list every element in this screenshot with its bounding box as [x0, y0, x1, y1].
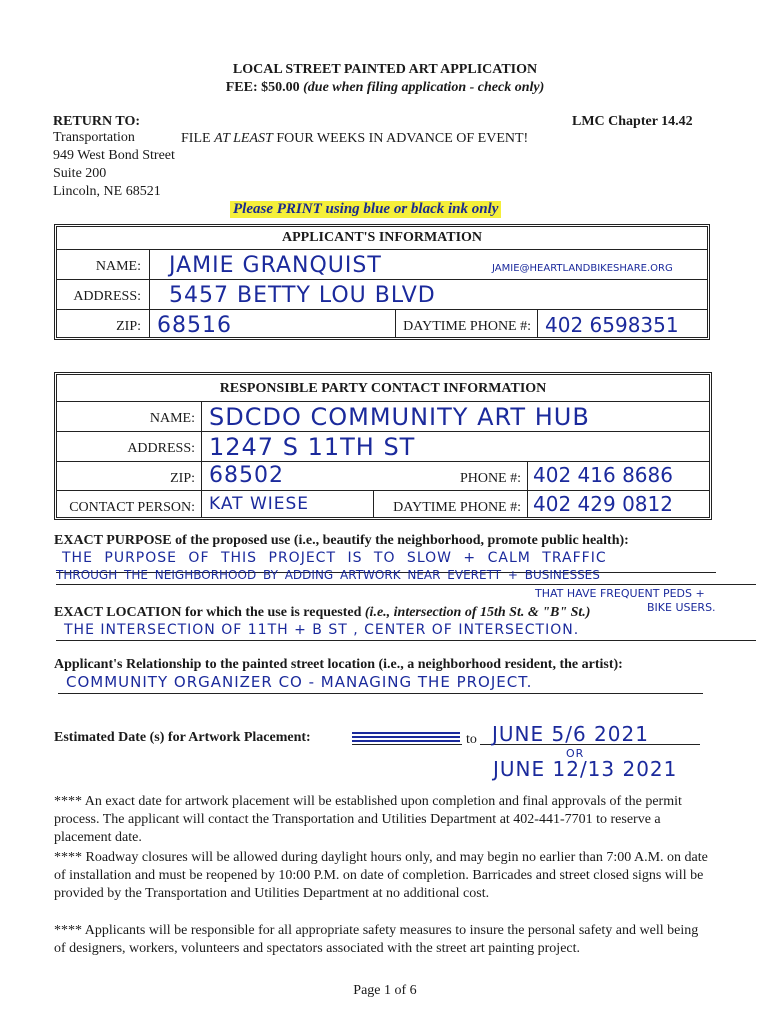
return-line-4: Lincoln, NE 68521: [53, 184, 161, 199]
responsible-zip-label: ZIP:: [170, 471, 195, 486]
responsible-heading: RESPONSIBLE PARTY CONTACT INFORMATION: [219, 381, 547, 396]
responsible-address-value[interactable]: 1247 S 11TH ST: [209, 433, 416, 461]
applicant-name-value[interactable]: JAMIE GRANQUIST: [169, 253, 382, 278]
return-line-3: Suite 200: [53, 166, 107, 181]
dates-to: to: [466, 732, 477, 747]
responsible-daytime-value[interactable]: 402 429 0812: [533, 492, 673, 516]
return-to-label: RETURN TO:: [53, 114, 141, 129]
applicant-phone-label: DAYTIME PHONE #:: [403, 319, 531, 334]
location-label-bold: EXACT LOCATION: [54, 605, 182, 620]
purpose-line-2[interactable]: THROUGH THE NEIGHBORHOOD BY ADDING ARTWORK NEAR EVERETT + BUSINESSES: [56, 568, 600, 582]
responsible-daytime-label: DAYTIME PHONE #:: [393, 500, 521, 515]
location-label: [54, 605, 590, 621]
purpose-label: [54, 533, 629, 549]
contact-person-value[interactable]: KAT WIESE: [209, 494, 310, 514]
deadline-pre: FILE: [181, 131, 215, 146]
responsible-phone-label: PHONE #:: [459, 471, 521, 486]
relationship-label: Applicant's Relationship to the painted street location (i.e., a neighborhood resident, the artist):: [54, 657, 623, 672]
note-safety: **** Applicants will be responsible for all appropriate safety measures to insure the personal safety and well being of designers, workers, volunteers and spectators associated with the street art painting project.: [54, 923, 699, 956]
purpose-label-bold: EXACT PURPOSE: [54, 533, 172, 548]
applicant-zip-label: ZIP:: [116, 319, 141, 334]
applicant-zip-value[interactable]: 68516: [157, 313, 232, 338]
print-notice: Please PRINT using blue or black ink only: [230, 201, 501, 218]
date-value-2[interactable]: JUNE 12/13 2021: [493, 757, 678, 781]
return-line-2: 949 West Bond Street: [53, 148, 175, 163]
location-label-rest: for which the use is requested: [181, 605, 365, 620]
purpose-label-rest: of the proposed use (i.e., beautify the neighborhood, promote public health):: [171, 533, 629, 548]
fee-amount: FEE: $50.00: [225, 80, 304, 95]
location-value[interactable]: THE INTERSECTION OF 11TH + B ST , CENTER OF INTERSECTION.: [64, 622, 580, 638]
chapter-reference: LMC Chapter 14.42: [572, 114, 693, 129]
contact-person-label: CONTACT PERSON:: [69, 500, 195, 515]
applicant-name-label: NAME:: [95, 259, 141, 274]
deadline-post: FOUR WEEKS IN ADVANCE OF EVENT!: [272, 131, 529, 146]
form-title: LOCAL STREET PAINTED ART APPLICATION: [232, 62, 538, 77]
date-value-1[interactable]: JUNE 5/6 2021: [492, 722, 649, 746]
responsible-section: [54, 372, 712, 520]
responsible-phone-value[interactable]: 402 416 8686: [533, 463, 673, 487]
fee-line: [0, 80, 770, 96]
deadline-emph: AT LEAST: [214, 131, 273, 146]
deadline-notice: [181, 131, 528, 147]
applicant-heading: APPLICANT'S INFORMATION: [281, 230, 483, 245]
return-line-1: Transportation: [53, 130, 135, 145]
dates-label: Estimated Date (s) for Artwork Placement:: [54, 730, 311, 745]
page-number: Page 1 of 6: [353, 983, 417, 998]
applicant-address-value[interactable]: 5457 BETTY LOU BLVD: [169, 283, 436, 308]
crossed-out-date: [352, 728, 460, 744]
applicant-email-value[interactable]: JAMIE@HEARTLANDBIKESHARE.ORG: [492, 263, 673, 274]
purpose-line-1[interactable]: THE PURPOSE OF THIS PROJECT IS TO SLOW + CALM TRAFFIC: [62, 550, 607, 566]
purpose-line-4[interactable]: BIKE USERS.: [647, 601, 716, 614]
relationship-value[interactable]: COMMUNITY ORGANIZER CO - MANAGING THE PROJECT.: [66, 673, 533, 691]
responsible-name-label: NAME:: [149, 411, 195, 426]
responsible-name-value[interactable]: SDCDO COMMUNITY ART HUB: [209, 403, 590, 431]
note-closures: **** Roadway closures will be allowed during daylight hours only, and may begin no earlier than 7:00 A.M. on date of installation and must be reopened by 10:00 P.M. on date of completion. Barricades and street closed signs will be provided by the Transportation and Utilities Department at no additional cost.: [54, 850, 708, 901]
responsible-zip-value[interactable]: 68502: [209, 463, 284, 488]
applicant-address-label: ADDRESS:: [73, 289, 141, 304]
note-placement: **** An exact date for artwork placement will be established upon completion and final approvals of the permit process. The applicant will contact the Transportation and Utilities Department at 402-441-7701 to reserve a placement date.: [54, 794, 682, 845]
dates-or: OR: [566, 747, 585, 760]
applicant-phone-value[interactable]: 402 6598351: [545, 313, 679, 337]
applicant-section: [54, 224, 710, 340]
responsible-address-label: ADDRESS:: [127, 441, 195, 456]
purpose-line-3[interactable]: THAT HAVE FREQUENT PEDS +: [535, 587, 705, 600]
location-label-example: (i.e., intersection of 15th St. & "B" St.): [364, 605, 591, 620]
fee-note: (due when filing application - check only): [303, 80, 545, 95]
